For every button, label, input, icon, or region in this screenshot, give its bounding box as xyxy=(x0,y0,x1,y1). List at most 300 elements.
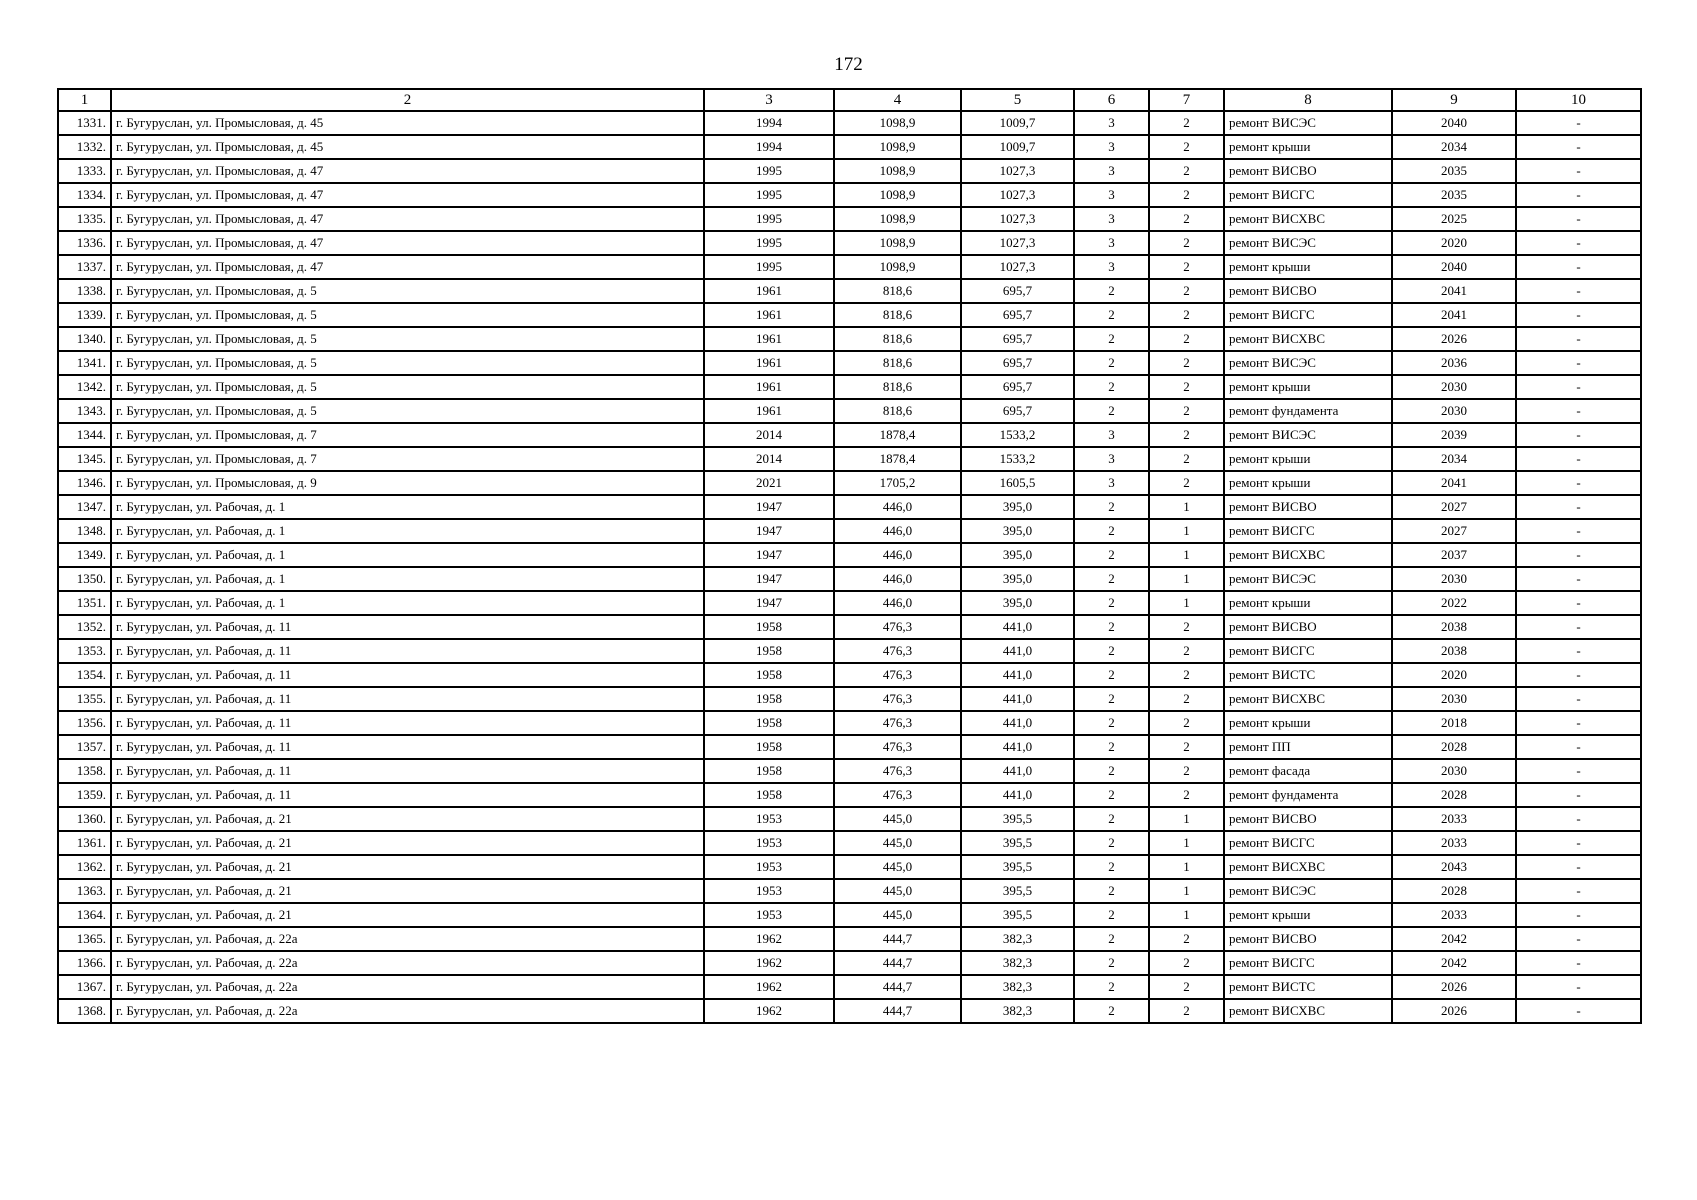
total-area-cell: 446,0 xyxy=(834,567,961,591)
build-year-cell: 1947 xyxy=(704,495,834,519)
entrances-cell: 2 xyxy=(1149,975,1224,999)
address-cell: г. Бугуруслан, ул. Промысловая, д. 7 xyxy=(111,447,704,471)
living-area-cell: 1605,5 xyxy=(961,471,1074,495)
living-area-cell: 695,7 xyxy=(961,327,1074,351)
total-area-cell: 1098,9 xyxy=(834,135,961,159)
work-type-cell: ремонт ВИСЭС xyxy=(1224,351,1392,375)
planned-year-cell: 2025 xyxy=(1392,207,1516,231)
total-area-cell: 445,0 xyxy=(834,831,961,855)
planned-year-cell: 2028 xyxy=(1392,879,1516,903)
table-row xyxy=(58,831,1641,855)
address-cell: г. Бугуруслан, ул. Рабочая, д. 1 xyxy=(111,495,704,519)
address-cell: г. Бугуруслан, ул. Рабочая, д. 22а xyxy=(111,951,704,975)
entrances-cell: 1 xyxy=(1149,879,1224,903)
address-cell: г. Бугуруслан, ул. Промысловая, д. 9 xyxy=(111,471,704,495)
table-row xyxy=(58,711,1641,735)
note-cell: - xyxy=(1516,663,1641,687)
note-cell: - xyxy=(1516,231,1641,255)
work-type-cell: ремонт ВИСЭС xyxy=(1224,231,1392,255)
work-type-cell: ремонт фундамента xyxy=(1224,783,1392,807)
address-cell: г. Бугуруслан, ул. Промысловая, д. 47 xyxy=(111,159,704,183)
total-area-cell: 1878,4 xyxy=(834,423,961,447)
entrances-cell: 2 xyxy=(1149,159,1224,183)
living-area-cell: 395,0 xyxy=(961,495,1074,519)
living-area-cell: 1533,2 xyxy=(961,423,1074,447)
living-area-cell: 1027,3 xyxy=(961,207,1074,231)
floors-cell: 3 xyxy=(1074,183,1149,207)
planned-year-cell: 2038 xyxy=(1392,639,1516,663)
build-year-cell: 1947 xyxy=(704,519,834,543)
row-number-cell: 1331. xyxy=(58,111,111,135)
build-year-cell: 1995 xyxy=(704,207,834,231)
entrances-cell: 2 xyxy=(1149,375,1224,399)
planned-year-cell: 2033 xyxy=(1392,807,1516,831)
build-year-cell: 1947 xyxy=(704,567,834,591)
address-cell: г. Бугуруслан, ул. Рабочая, д. 1 xyxy=(111,543,704,567)
work-type-cell: ремонт крыши xyxy=(1224,135,1392,159)
planned-year-cell: 2030 xyxy=(1392,375,1516,399)
address-cell: г. Бугуруслан, ул. Рабочая, д. 21 xyxy=(111,903,704,927)
entrances-cell: 2 xyxy=(1149,231,1224,255)
work-type-cell: ремонт крыши xyxy=(1224,375,1392,399)
note-cell: - xyxy=(1516,687,1641,711)
entrances-cell: 2 xyxy=(1149,471,1224,495)
table-row xyxy=(58,207,1641,231)
planned-year-cell: 2030 xyxy=(1392,567,1516,591)
address-cell: г. Бугуруслан, ул. Промысловая, д. 5 xyxy=(111,351,704,375)
build-year-cell: 1958 xyxy=(704,687,834,711)
entrances-cell: 2 xyxy=(1149,615,1224,639)
total-area-cell: 476,3 xyxy=(834,687,961,711)
table-row xyxy=(58,399,1641,423)
total-area-cell: 476,3 xyxy=(834,711,961,735)
address-cell: г. Бугуруслан, ул. Рабочая, д. 11 xyxy=(111,615,704,639)
table-row xyxy=(58,351,1641,375)
total-area-cell: 444,7 xyxy=(834,975,961,999)
floors-cell: 2 xyxy=(1074,327,1149,351)
note-cell: - xyxy=(1516,375,1641,399)
planned-year-cell: 2030 xyxy=(1392,759,1516,783)
row-number-cell: 1351. xyxy=(58,591,111,615)
floors-cell: 2 xyxy=(1074,303,1149,327)
address-cell: г. Бугуруслан, ул. Рабочая, д. 22а xyxy=(111,975,704,999)
work-type-cell: ремонт фасада xyxy=(1224,759,1392,783)
living-area-cell: 395,0 xyxy=(961,591,1074,615)
living-area-cell: 1533,2 xyxy=(961,447,1074,471)
row-number-cell: 1361. xyxy=(58,831,111,855)
table-row xyxy=(58,879,1641,903)
floors-cell: 2 xyxy=(1074,639,1149,663)
planned-year-cell: 2043 xyxy=(1392,855,1516,879)
floors-cell: 2 xyxy=(1074,711,1149,735)
build-year-cell: 1947 xyxy=(704,591,834,615)
build-year-cell: 1953 xyxy=(704,879,834,903)
entrances-cell: 2 xyxy=(1149,255,1224,279)
work-type-cell: ремонт ВИСВО xyxy=(1224,615,1392,639)
total-area-cell: 476,3 xyxy=(834,615,961,639)
entrances-cell: 1 xyxy=(1149,543,1224,567)
entrances-cell: 2 xyxy=(1149,111,1224,135)
work-type-cell: ремонт ВИСТС xyxy=(1224,663,1392,687)
note-cell: - xyxy=(1516,615,1641,639)
entrances-cell: 1 xyxy=(1149,591,1224,615)
note-cell: - xyxy=(1516,471,1641,495)
note-cell: - xyxy=(1516,183,1641,207)
address-cell: г. Бугуруслан, ул. Рабочая, д. 11 xyxy=(111,663,704,687)
floors-cell: 2 xyxy=(1074,759,1149,783)
entrances-cell: 2 xyxy=(1149,327,1224,351)
row-number-cell: 1357. xyxy=(58,735,111,759)
address-cell: г. Бугуруслан, ул. Рабочая, д. 21 xyxy=(111,807,704,831)
entrances-cell: 2 xyxy=(1149,399,1224,423)
work-type-cell: ремонт ВИСГС xyxy=(1224,639,1392,663)
note-cell: - xyxy=(1516,783,1641,807)
note-cell: - xyxy=(1516,159,1641,183)
living-area-cell: 395,5 xyxy=(961,879,1074,903)
floors-cell: 2 xyxy=(1074,735,1149,759)
work-type-cell: ремонт крыши xyxy=(1224,903,1392,927)
table-row xyxy=(58,495,1641,519)
table-row xyxy=(58,471,1641,495)
table-row xyxy=(58,231,1641,255)
row-number-cell: 1359. xyxy=(58,783,111,807)
planned-year-cell: 2035 xyxy=(1392,159,1516,183)
note-cell: - xyxy=(1516,975,1641,999)
living-area-cell: 441,0 xyxy=(961,663,1074,687)
table-row xyxy=(58,855,1641,879)
column-header-9: 9 xyxy=(1392,89,1516,111)
entrances-cell: 2 xyxy=(1149,927,1224,951)
living-area-cell: 441,0 xyxy=(961,759,1074,783)
entrances-cell: 2 xyxy=(1149,351,1224,375)
column-header-3: 3 xyxy=(704,89,834,111)
entrances-cell: 2 xyxy=(1149,663,1224,687)
table-row xyxy=(58,303,1641,327)
work-type-cell: ремонт ВИСХВС xyxy=(1224,855,1392,879)
total-area-cell: 1098,9 xyxy=(834,183,961,207)
floors-cell: 2 xyxy=(1074,567,1149,591)
floors-cell: 2 xyxy=(1074,543,1149,567)
note-cell: - xyxy=(1516,495,1641,519)
total-area-cell: 818,6 xyxy=(834,375,961,399)
living-area-cell: 695,7 xyxy=(961,399,1074,423)
address-cell: г. Бугуруслан, ул. Промысловая, д. 47 xyxy=(111,207,704,231)
total-area-cell: 476,3 xyxy=(834,639,961,663)
floors-cell: 2 xyxy=(1074,879,1149,903)
entrances-cell: 2 xyxy=(1149,423,1224,447)
row-number-cell: 1360. xyxy=(58,807,111,831)
note-cell: - xyxy=(1516,303,1641,327)
note-cell: - xyxy=(1516,135,1641,159)
note-cell: - xyxy=(1516,591,1641,615)
total-area-cell: 444,7 xyxy=(834,927,961,951)
total-area-cell: 818,6 xyxy=(834,303,961,327)
work-type-cell: ремонт ВИСГС xyxy=(1224,831,1392,855)
total-area-cell: 476,3 xyxy=(834,759,961,783)
table-row xyxy=(58,159,1641,183)
note-cell: - xyxy=(1516,903,1641,927)
table-row xyxy=(58,183,1641,207)
table-row xyxy=(58,639,1641,663)
build-year-cell: 2014 xyxy=(704,447,834,471)
address-cell: г. Бугуруслан, ул. Промысловая, д. 5 xyxy=(111,327,704,351)
floors-cell: 3 xyxy=(1074,423,1149,447)
floors-cell: 3 xyxy=(1074,447,1149,471)
row-number-cell: 1335. xyxy=(58,207,111,231)
row-number-cell: 1353. xyxy=(58,639,111,663)
living-area-cell: 695,7 xyxy=(961,279,1074,303)
total-area-cell: 1098,9 xyxy=(834,255,961,279)
total-area-cell: 1098,9 xyxy=(834,159,961,183)
living-area-cell: 441,0 xyxy=(961,783,1074,807)
planned-year-cell: 2042 xyxy=(1392,951,1516,975)
table-row xyxy=(58,567,1641,591)
table-row xyxy=(58,519,1641,543)
total-area-cell: 476,3 xyxy=(834,783,961,807)
build-year-cell: 1958 xyxy=(704,711,834,735)
work-type-cell: ремонт ВИСТС xyxy=(1224,975,1392,999)
entrances-cell: 2 xyxy=(1149,639,1224,663)
entrances-cell: 1 xyxy=(1149,495,1224,519)
living-area-cell: 441,0 xyxy=(961,615,1074,639)
note-cell: - xyxy=(1516,351,1641,375)
note-cell: - xyxy=(1516,759,1641,783)
work-type-cell: ремонт ВИСЭС xyxy=(1224,423,1392,447)
note-cell: - xyxy=(1516,927,1641,951)
floors-cell: 3 xyxy=(1074,111,1149,135)
entrances-cell: 2 xyxy=(1149,951,1224,975)
total-area-cell: 445,0 xyxy=(834,855,961,879)
work-type-cell: ремонт ВИСГС xyxy=(1224,519,1392,543)
table-row xyxy=(58,279,1641,303)
planned-year-cell: 2027 xyxy=(1392,495,1516,519)
row-number-cell: 1337. xyxy=(58,255,111,279)
table-row xyxy=(58,447,1641,471)
floors-cell: 2 xyxy=(1074,399,1149,423)
living-area-cell: 1027,3 xyxy=(961,255,1074,279)
planned-year-cell: 2022 xyxy=(1392,591,1516,615)
address-cell: г. Бугуруслан, ул. Промысловая, д. 7 xyxy=(111,423,704,447)
planned-year-cell: 2034 xyxy=(1392,135,1516,159)
work-type-cell: ремонт ВИСЭС xyxy=(1224,567,1392,591)
work-type-cell: ремонт ВИСХВС xyxy=(1224,999,1392,1023)
column-header-4: 4 xyxy=(834,89,961,111)
entrances-cell: 2 xyxy=(1149,687,1224,711)
entrances-cell: 2 xyxy=(1149,447,1224,471)
planned-year-cell: 2041 xyxy=(1392,279,1516,303)
floors-cell: 2 xyxy=(1074,615,1149,639)
planned-year-cell: 2042 xyxy=(1392,927,1516,951)
living-area-cell: 395,0 xyxy=(961,519,1074,543)
address-cell: г. Бугуруслан, ул. Промысловая, д. 47 xyxy=(111,183,704,207)
entrances-cell: 2 xyxy=(1149,735,1224,759)
row-number-cell: 1349. xyxy=(58,543,111,567)
row-number-cell: 1345. xyxy=(58,447,111,471)
row-number-cell: 1340. xyxy=(58,327,111,351)
entrances-cell: 2 xyxy=(1149,759,1224,783)
address-cell: г. Бугуруслан, ул. Рабочая, д. 11 xyxy=(111,687,704,711)
planned-year-cell: 2026 xyxy=(1392,975,1516,999)
total-area-cell: 444,7 xyxy=(834,951,961,975)
build-year-cell: 1958 xyxy=(704,615,834,639)
table-row xyxy=(58,783,1641,807)
living-area-cell: 395,5 xyxy=(961,831,1074,855)
work-type-cell: ремонт крыши xyxy=(1224,711,1392,735)
column-header-5: 5 xyxy=(961,89,1074,111)
floors-cell: 2 xyxy=(1074,519,1149,543)
total-area-cell: 445,0 xyxy=(834,807,961,831)
build-year-cell: 1961 xyxy=(704,351,834,375)
total-area-cell: 1705,2 xyxy=(834,471,961,495)
note-cell: - xyxy=(1516,399,1641,423)
row-number-cell: 1368. xyxy=(58,999,111,1023)
living-area-cell: 1027,3 xyxy=(961,159,1074,183)
row-number-cell: 1332. xyxy=(58,135,111,159)
address-cell: г. Бугуруслан, ул. Рабочая, д. 11 xyxy=(111,735,704,759)
build-year-cell: 1958 xyxy=(704,663,834,687)
living-area-cell: 1027,3 xyxy=(961,231,1074,255)
address-cell: г. Бугуруслан, ул. Рабочая, д. 11 xyxy=(111,711,704,735)
entrances-cell: 2 xyxy=(1149,135,1224,159)
planned-year-cell: 2033 xyxy=(1392,831,1516,855)
planned-year-cell: 2039 xyxy=(1392,423,1516,447)
planned-year-cell: 2028 xyxy=(1392,783,1516,807)
row-number-cell: 1354. xyxy=(58,663,111,687)
table-row xyxy=(58,735,1641,759)
row-number-cell: 1344. xyxy=(58,423,111,447)
work-type-cell: ремонт ВИСВО xyxy=(1224,495,1392,519)
header-row xyxy=(58,89,1641,111)
living-area-cell: 395,0 xyxy=(961,543,1074,567)
planned-year-cell: 2035 xyxy=(1392,183,1516,207)
floors-cell: 2 xyxy=(1074,591,1149,615)
floors-cell: 3 xyxy=(1074,159,1149,183)
floors-cell: 3 xyxy=(1074,135,1149,159)
address-cell: г. Бугуруслан, ул. Промысловая, д. 5 xyxy=(111,303,704,327)
entrances-cell: 1 xyxy=(1149,807,1224,831)
table-row xyxy=(58,807,1641,831)
row-number-cell: 1342. xyxy=(58,375,111,399)
living-area-cell: 382,3 xyxy=(961,951,1074,975)
floors-cell: 3 xyxy=(1074,471,1149,495)
planned-year-cell: 2020 xyxy=(1392,231,1516,255)
work-type-cell: ремонт ВИСГС xyxy=(1224,951,1392,975)
entrances-cell: 2 xyxy=(1149,783,1224,807)
work-type-cell: ремонт ВИСХВС xyxy=(1224,207,1392,231)
note-cell: - xyxy=(1516,207,1641,231)
entrances-cell: 1 xyxy=(1149,567,1224,591)
total-area-cell: 476,3 xyxy=(834,663,961,687)
row-number-cell: 1356. xyxy=(58,711,111,735)
work-type-cell: ремонт крыши xyxy=(1224,255,1392,279)
entrances-cell: 2 xyxy=(1149,183,1224,207)
address-cell: г. Бугуруслан, ул. Рабочая, д. 21 xyxy=(111,855,704,879)
floors-cell: 2 xyxy=(1074,975,1149,999)
row-number-cell: 1363. xyxy=(58,879,111,903)
work-type-cell: ремонт ВИСХВС xyxy=(1224,327,1392,351)
work-type-cell: ремонт ВИСВО xyxy=(1224,279,1392,303)
note-cell: - xyxy=(1516,447,1641,471)
table-row xyxy=(58,543,1641,567)
build-year-cell: 1958 xyxy=(704,639,834,663)
note-cell: - xyxy=(1516,999,1641,1023)
note-cell: - xyxy=(1516,639,1641,663)
row-number-cell: 1352. xyxy=(58,615,111,639)
address-cell: г. Бугуруслан, ул. Промысловая, д. 45 xyxy=(111,135,704,159)
entrances-cell: 2 xyxy=(1149,279,1224,303)
floors-cell: 2 xyxy=(1074,663,1149,687)
work-type-cell: ремонт крыши xyxy=(1224,471,1392,495)
address-cell: г. Бугуруслан, ул. Рабочая, д. 21 xyxy=(111,831,704,855)
entrances-cell: 2 xyxy=(1149,999,1224,1023)
table-row xyxy=(58,927,1641,951)
build-year-cell: 1947 xyxy=(704,543,834,567)
address-cell: г. Бугуруслан, ул. Рабочая, д. 21 xyxy=(111,879,704,903)
total-area-cell: 476,3 xyxy=(834,735,961,759)
table-row xyxy=(58,951,1641,975)
planned-year-cell: 2027 xyxy=(1392,519,1516,543)
address-cell: г. Бугуруслан, ул. Рабочая, д. 11 xyxy=(111,783,704,807)
build-year-cell: 1953 xyxy=(704,903,834,927)
column-header-7: 7 xyxy=(1149,89,1224,111)
build-year-cell: 1961 xyxy=(704,375,834,399)
planned-year-cell: 2018 xyxy=(1392,711,1516,735)
column-header-2: 2 xyxy=(111,89,704,111)
table-row xyxy=(58,975,1641,999)
work-type-cell: ремонт ВИСВО xyxy=(1224,159,1392,183)
table-body xyxy=(58,111,1641,1023)
living-area-cell: 441,0 xyxy=(961,687,1074,711)
planned-year-cell: 2028 xyxy=(1392,735,1516,759)
floors-cell: 2 xyxy=(1074,279,1149,303)
living-area-cell: 1027,3 xyxy=(961,183,1074,207)
row-number-cell: 1339. xyxy=(58,303,111,327)
living-area-cell: 382,3 xyxy=(961,927,1074,951)
row-number-cell: 1367. xyxy=(58,975,111,999)
total-area-cell: 818,6 xyxy=(834,399,961,423)
work-type-cell: ремонт ВИСГС xyxy=(1224,303,1392,327)
total-area-cell: 818,6 xyxy=(834,279,961,303)
table-row xyxy=(58,111,1641,135)
build-year-cell: 1962 xyxy=(704,999,834,1023)
address-cell: г. Бугуруслан, ул. Промысловая, д. 47 xyxy=(111,255,704,279)
entrances-cell: 1 xyxy=(1149,903,1224,927)
entrances-cell: 2 xyxy=(1149,207,1224,231)
work-type-cell: ремонт ВИСЭС xyxy=(1224,879,1392,903)
address-cell: г. Бугуруслан, ул. Рабочая, д. 11 xyxy=(111,639,704,663)
total-area-cell: 1098,9 xyxy=(834,231,961,255)
total-area-cell: 445,0 xyxy=(834,903,961,927)
work-type-cell: ремонт фундамента xyxy=(1224,399,1392,423)
planned-year-cell: 2030 xyxy=(1392,687,1516,711)
living-area-cell: 395,5 xyxy=(961,903,1074,927)
note-cell: - xyxy=(1516,951,1641,975)
row-number-cell: 1364. xyxy=(58,903,111,927)
living-area-cell: 441,0 xyxy=(961,735,1074,759)
address-cell: г. Бугуруслан, ул. Промысловая, д. 5 xyxy=(111,375,704,399)
work-type-cell: ремонт ВИСГС xyxy=(1224,183,1392,207)
build-year-cell: 1994 xyxy=(704,111,834,135)
total-area-cell: 446,0 xyxy=(834,495,961,519)
build-year-cell: 2021 xyxy=(704,471,834,495)
living-area-cell: 395,0 xyxy=(961,567,1074,591)
floors-cell: 2 xyxy=(1074,951,1149,975)
floors-cell: 2 xyxy=(1074,855,1149,879)
build-year-cell: 1962 xyxy=(704,975,834,999)
build-year-cell: 1994 xyxy=(704,135,834,159)
work-type-cell: ремонт ВИСХВС xyxy=(1224,687,1392,711)
row-number-cell: 1346. xyxy=(58,471,111,495)
